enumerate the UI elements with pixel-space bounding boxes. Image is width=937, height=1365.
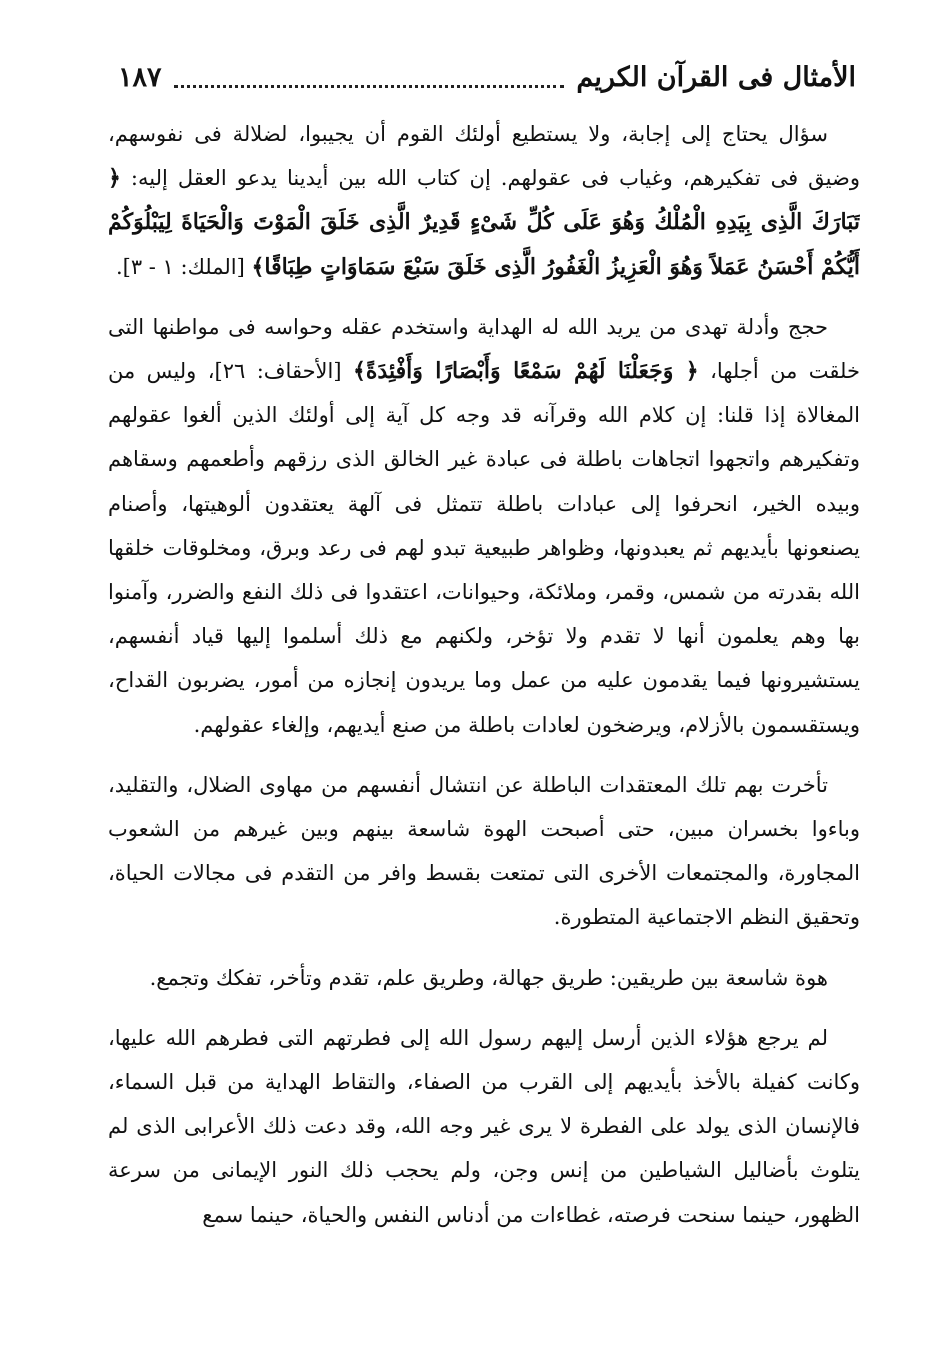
paragraph-2	[108, 305, 860, 747]
body-text	[108, 112, 860, 1352]
paragraph-1-text: سؤال يحتاج إلى إجابة، ولا يستطيع أولئك القوم أن يجيبوا، لضلالة فى نفوسهم، وضيق فى تفكيرهم، وغياب فى عقولهم. إن كتاب الله بين أيدينا يدعو العقل إليه:	[108, 122, 860, 191]
paragraph-1	[108, 112, 860, 289]
page-number: ١٨٧	[118, 62, 162, 93]
paragraph-3	[108, 763, 860, 940]
paragraph-3-text: تأخرت بهم تلك المعتقدات الباطلة عن انتشال أنفسهم من مهاوى الضلال، والتقليد، وباءوا بخسران مبين، حتى أصبحت الهوة شاسعة بينهم وبين غيرهم من الشعوب المجاورة، والمجتمعات الأخرى التى تمتعت بقسط وافر من التقدم فى مجالات الحياة، وتحقيق النظم الاجتماعية المتطورة.	[108, 772, 860, 930]
quran-verse-al-mulk: ﴿ تَبَارَكَ الَّذِى بِيَدِهِ الْمُلْكُ وَهُوَ عَلَى كُلِّ شَىْءٍ قَدِيرٌ الَّذِى خَلَقَ الْمَوْتَ وَالْحَيَاةَ لِيَبْلُوَكُمْ أَيُّكُمْ أَحْسَنُ عَمَلاً وَهُوَ الْعَزِيزُ الْغَفُورُ الَّذِى خَلَقَ سَبْعَ سَمَاوَاتٍ طِبَاقًا﴾	[108, 165, 860, 280]
running-header	[118, 52, 856, 98]
header-dot-leader	[174, 84, 565, 88]
paragraph-5-text: لم يرجع هؤلاء الذين أرسل إليهم رسول الله إلى فطرتهم التى فطرهم الله عليها، وكانت كفيلة بالأخذ بأيديهم إلى القرب من الصفاء، والتقاط الهداية من قبل السماء، فالإنسان الذى يولد على الفطرة لا يرى غير وجه الله، وقد دعت ذلك الأعرابى الذى لم يتلوث بأضاليل الشياطين من إنس وجن، ولم يحجب ذلك النور الإيمانى من سرعة الظهور، حينما سنحت فرصته، غطاءات من أدناس النفس والحياة، حينما سمع	[108, 1025, 860, 1227]
paragraph-5	[108, 1016, 860, 1237]
paragraph-2-text-before: حجج وأدلة تهدى من يريد الله له الهداية واستخدم عقله وحواسه فى مواطنها التى خلقت من أجلها،	[108, 314, 860, 384]
book-title: الأمثال فى القرآن الكريم	[576, 62, 856, 93]
paragraph-4-text: هوة شاسعة بين طريقين: طريق جهالة، وطريق علم، تقدم وتأخر، تفكك وتجمع.	[149, 965, 828, 990]
paragraph-2-text-after: [الأحقاف: ٢٦]، وليس من المغالاة إذا قلنا: إن كلام الله وقرآنه قد وجه كل آية إلى أولئك الذين ألغوا عقولهم وتفكيرهم واتجهوا اتجاهات باطلة فى عبادة غير الخالق الذى رزقهم وأطعمهم وسقاهم وبيده الخير، انحرفوا إلى عبادات باطلة تتمثل فى آلهة يعتقدون ألوهيتها، وأصنام يصنعونها بأيديهم ثم يعبدونها، وظواهر طبيعية تبدو لهم فى رعد وبرق، ومخلوقات خلقها الله بقدرته من شمس، وقمر، وملائكة، وحيوانات، اعتقدوا فى ذلك النفع والضرر، وآمنوا بها وهم يعلمون أنها لا تقدم ولا تؤخر، ولكنهم مع ذلك أسلموا إليها قياد أنفسهم، يستشيرونها فيما يقدمون عليه من عمل وما يريدون إنجازه من أمور، يضربون القداح، ويستقسمون بالأزلام، ويرضخون لعادات باطلة من صنع أيديهم، وإلغاء عقولهم.	[108, 359, 860, 737]
paragraph-4	[108, 956, 860, 1000]
verse-reference-al-mulk: [الملك: ١ - ٣].	[115, 254, 245, 279]
quran-verse-al-ahqaf: ﴿ وَجَعَلْنَا لَهُمْ سَمْعًا وَأَبْصَارًا وَأَفْئِدَةً﴾	[353, 358, 699, 385]
